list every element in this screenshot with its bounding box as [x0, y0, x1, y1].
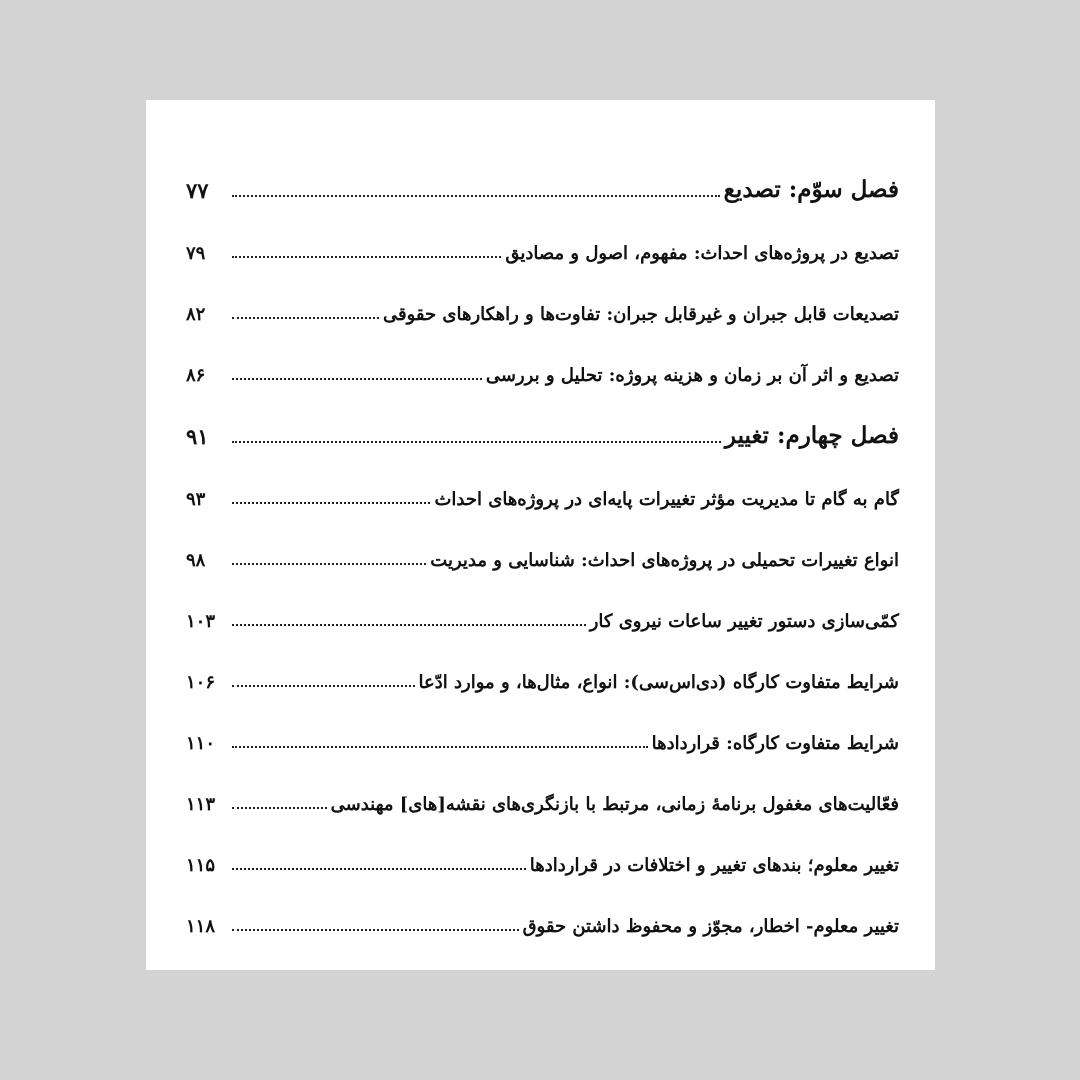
toc-title: تغییر معلوم- اخطار، مجوّز و محفوظ داشتن حقوق	[522, 916, 899, 937]
toc-title: تصدیع در پروژه‌های احداث: مفهوم، اصول و مصادیق	[505, 243, 899, 264]
toc-page-number: ۱۱۵	[186, 855, 216, 876]
dot-leader	[232, 929, 519, 931]
toc-page-number: ۹۳	[186, 489, 206, 510]
toc-title: شرایط متفاوت کارگاه: قراردادها	[651, 733, 899, 754]
toc-entry	[186, 203, 899, 264]
toc-page-number: ۷۹	[186, 243, 206, 264]
toc-title: فعّالیت‌های مغفول برنامهٔ زمانی، مرتبط با بازنگری‌های نقشه[های] مهندسی	[330, 794, 899, 815]
toc-page-number: ۱۰۳	[186, 611, 216, 632]
toc-title: شرایط متفاوت کارگاه (دی‌اس‌سی): انواع، مثال‌ها، و موارد ادّعا	[418, 672, 899, 693]
toc-title: انواع تغییرات تحمیلی در پروژه‌های احداث: شناسایی و مدیریت	[430, 550, 899, 571]
toc-page-number: ۸۶	[186, 365, 206, 386]
toc-page-number: ۹۱	[186, 424, 209, 449]
toc-page-number: ۱۱۸	[186, 916, 216, 937]
toc-title: تصدیع و اثر آن بر زمان و هزینه پروژه: تحلیل و بررسی	[485, 365, 899, 386]
toc-entry	[186, 754, 899, 815]
toc-page-number: ۱۱۳	[186, 794, 216, 815]
toc-title: فصل سوّم: تصدیع	[723, 176, 899, 203]
toc-title: فصل چهارم: تغییر	[724, 422, 899, 449]
dot-leader	[232, 317, 379, 319]
dot-leader	[232, 624, 586, 626]
toc-title: تصدیعات قابل جبران و غیرقابل جبران: تفاوت‌ها و راهکارهای حقوقی	[383, 304, 899, 325]
toc-entry	[186, 876, 899, 937]
toc-entry	[186, 510, 899, 571]
toc-entry	[186, 571, 899, 632]
dot-leader	[232, 195, 720, 197]
dot-leader	[232, 746, 648, 748]
toc-entry	[186, 264, 899, 325]
toc-entry	[186, 693, 899, 754]
toc-entry	[186, 815, 899, 876]
toc-entry	[186, 632, 899, 693]
toc-page-number: ۸۲	[186, 304, 206, 325]
dot-leader	[232, 502, 430, 504]
toc-chapter-3	[186, 140, 899, 203]
table-of-contents	[186, 140, 899, 937]
dot-leader	[232, 256, 501, 258]
toc-entry	[186, 449, 899, 510]
dot-leader	[232, 441, 721, 443]
toc-entry	[186, 325, 899, 386]
dot-leader	[232, 868, 526, 870]
toc-chapter-4	[186, 386, 899, 449]
toc-page-number: ۷۷	[186, 178, 209, 203]
dot-leader	[232, 563, 426, 565]
book-page	[146, 100, 935, 970]
toc-title: گام به گام تا مدیریت مؤثر تغییرات پایه‌ای در پروژه‌های احداث	[434, 489, 899, 510]
dot-leader	[232, 685, 415, 687]
toc-page-number: ۱۱۰	[186, 733, 216, 754]
toc-page-number: ۱۰۶	[186, 672, 216, 693]
dot-leader	[232, 807, 327, 809]
toc-page-number: ۹۸	[186, 550, 206, 571]
toc-title: تغییر معلوم؛ بندهای تغییر و اختلافات در قراردادها	[529, 855, 899, 876]
toc-title: کمّی‌سازی دستور تغییر ساعات نیروی کار	[589, 611, 899, 632]
dot-leader	[232, 378, 482, 380]
